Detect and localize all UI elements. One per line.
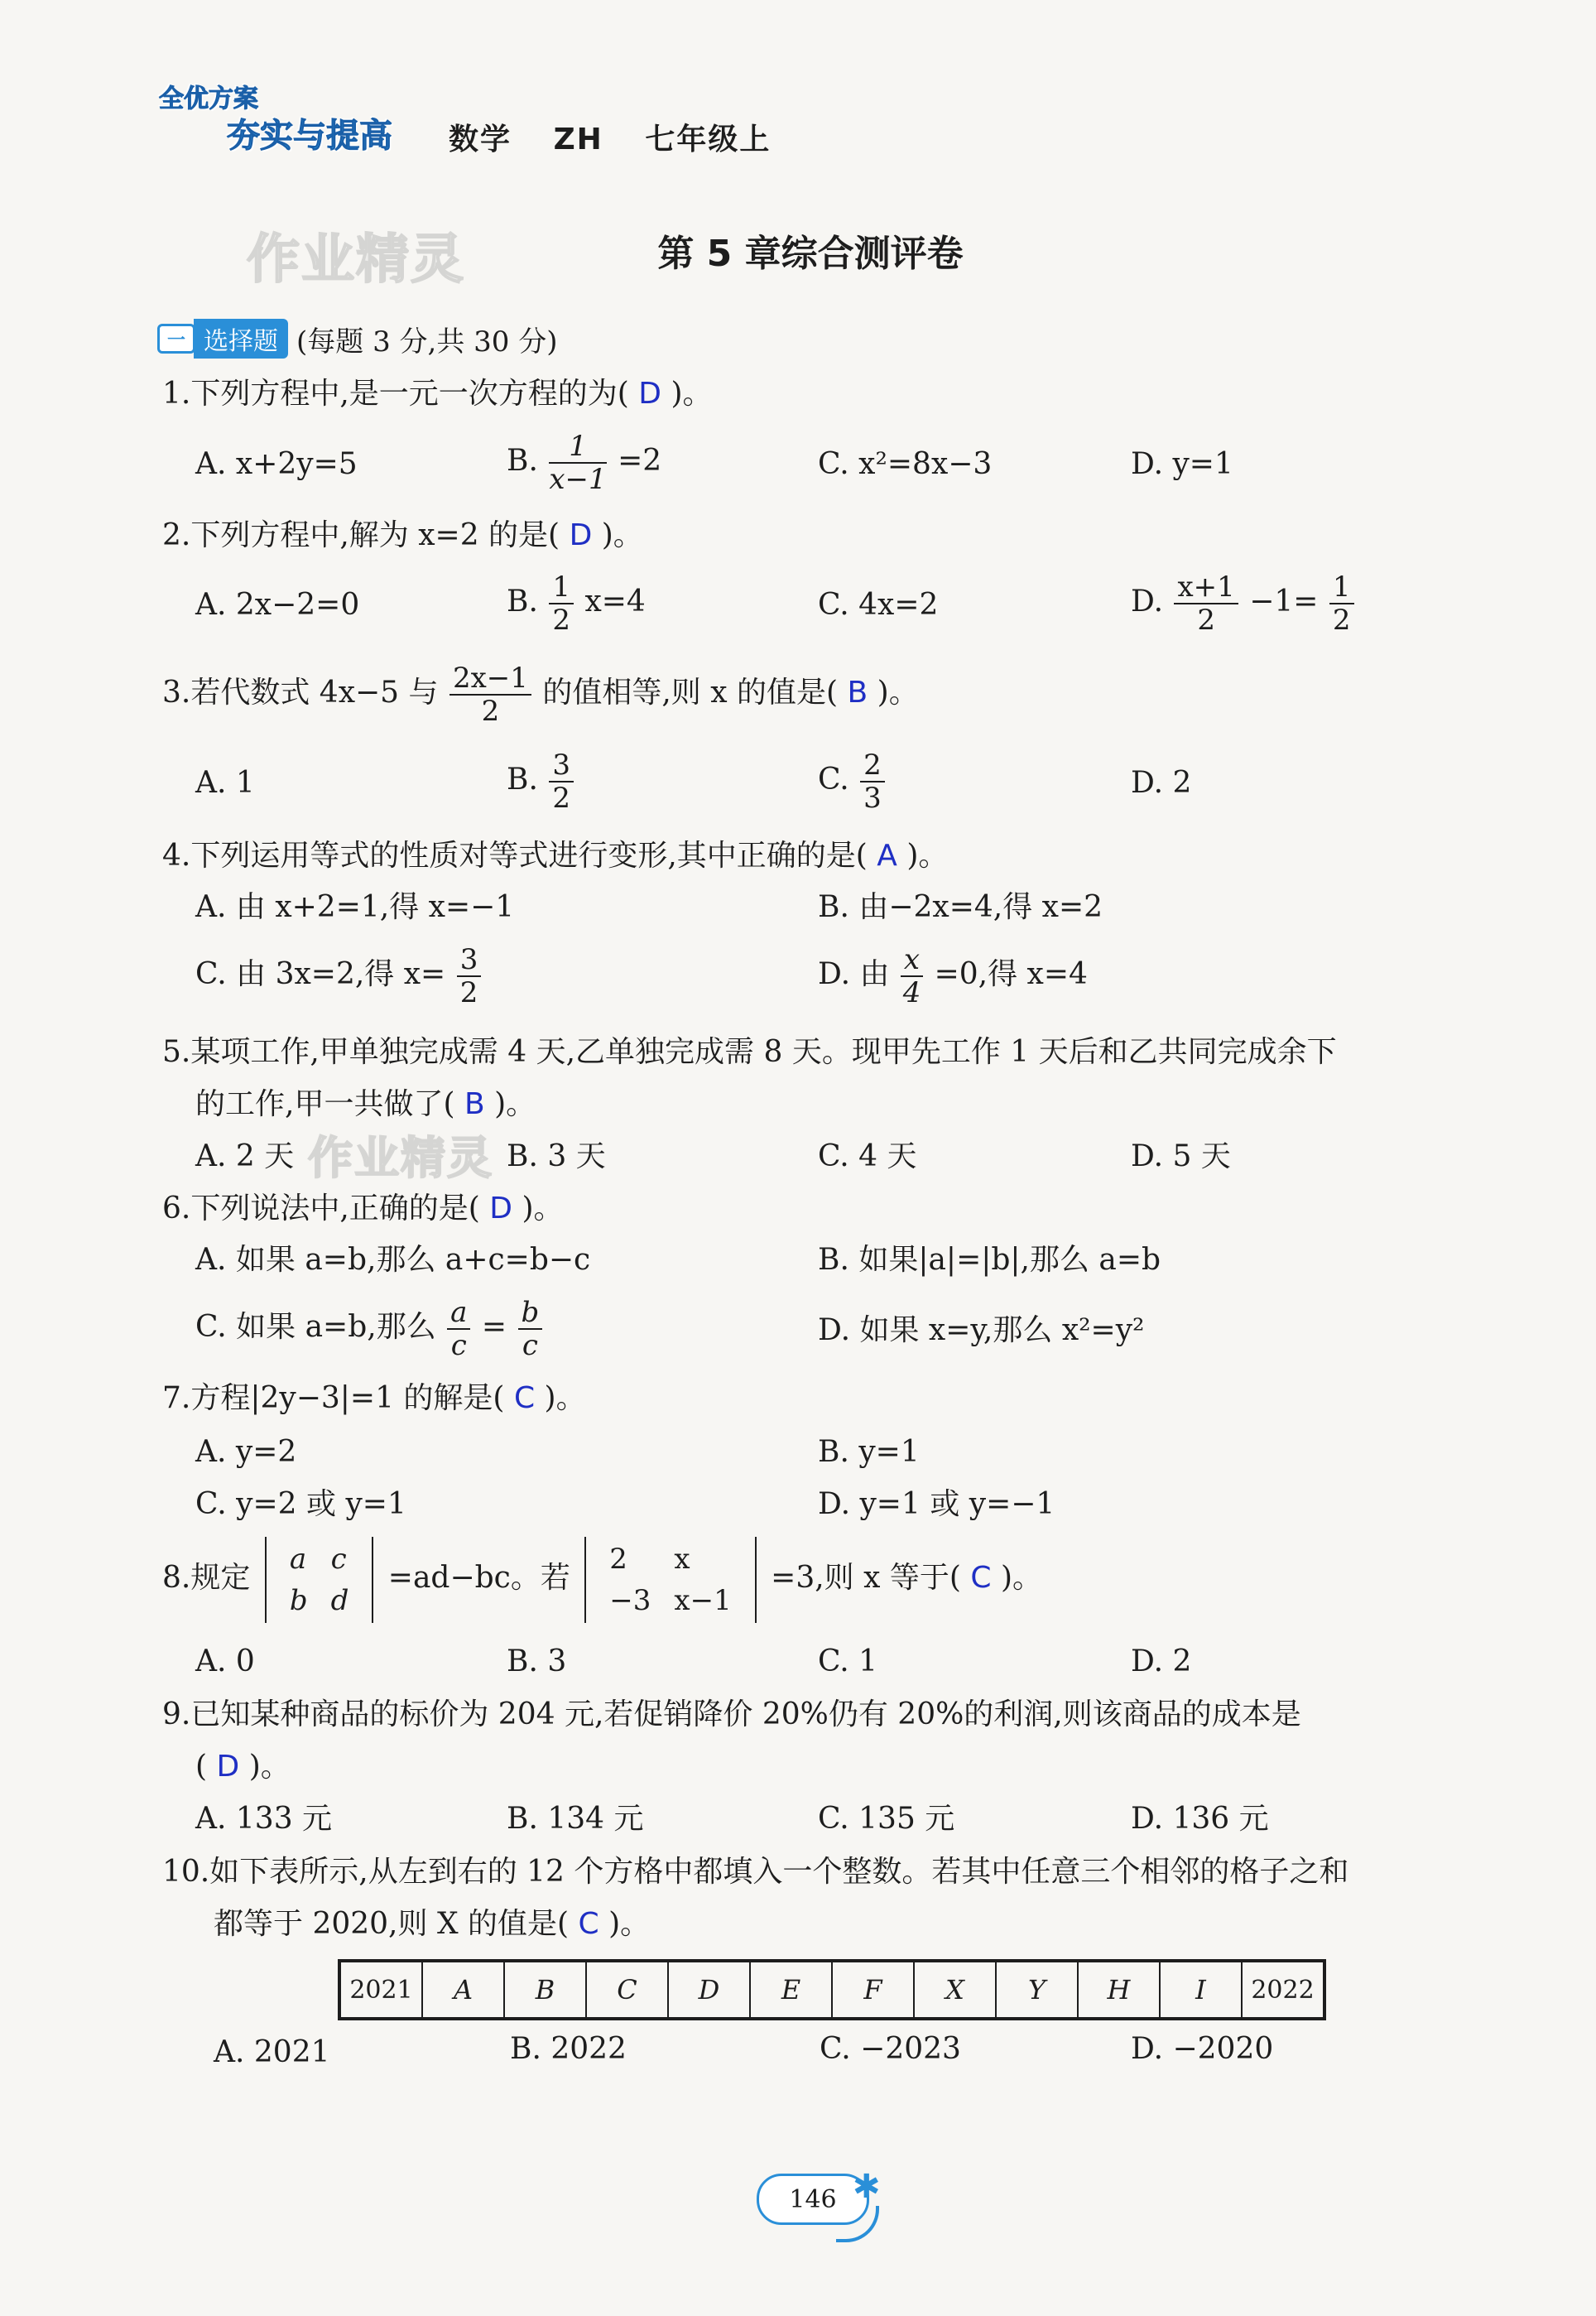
number-grid xyxy=(338,1959,1326,2020)
denominator: 2 xyxy=(552,604,570,637)
option-b: B. 3 天 xyxy=(507,1139,606,1173)
option-c xyxy=(195,1297,544,1361)
option-a: A. y=2 xyxy=(195,1435,297,1469)
option-label: B. xyxy=(507,585,538,619)
section-label: 选择题 xyxy=(194,319,288,359)
page-number: 146 xyxy=(757,2174,869,2225)
det-cell: b xyxy=(289,1584,308,1617)
det-cell: c xyxy=(330,1543,347,1576)
question-end: )。 xyxy=(601,518,643,552)
option-b: B. 由−2x=4,得 x=2 xyxy=(818,890,1103,924)
option-label: D. 由 xyxy=(818,957,890,991)
denominator: c xyxy=(450,1329,467,1362)
numerator: 3 xyxy=(457,944,482,977)
equals-sign: = xyxy=(481,1310,507,1344)
det-cell: d xyxy=(330,1584,349,1617)
question-3 xyxy=(162,662,919,727)
option-a: A. 133 元 xyxy=(195,1802,333,1836)
question-5-line-1: 5.某项工作,甲单独完成需 4 天,乙单独完成需 8 天。现甲先工作 1 天后和乙共同完成余下 xyxy=(162,1035,1337,1069)
answer-mark: D xyxy=(569,518,593,552)
option-b xyxy=(507,749,575,814)
grid-cell: A xyxy=(422,1961,504,2019)
fraction xyxy=(518,1297,543,1361)
option-a: A. 2021 xyxy=(214,2035,330,2069)
option-c: C. 4 天 xyxy=(818,1139,917,1173)
denominator: 2 xyxy=(552,782,570,815)
denominator: 2 xyxy=(459,976,478,1009)
answer-mark: A xyxy=(877,839,897,873)
option-a: A. x+2y=5 xyxy=(195,447,358,481)
question-stem: 6.下列说法中,正确的是( xyxy=(162,1192,480,1225)
option-rest: x=4 xyxy=(584,585,646,619)
option-d: D. 2 xyxy=(1131,1644,1192,1678)
question-6 xyxy=(162,1192,564,1226)
option-a: A. 如果 a=b,那么 a+c=b−c xyxy=(195,1243,591,1277)
option-d: D. −2020 xyxy=(1131,2032,1274,2066)
option-rest: −1= xyxy=(1249,585,1319,619)
numerator: b xyxy=(518,1297,543,1330)
question-end: )。 xyxy=(494,1087,536,1121)
fraction xyxy=(1329,571,1354,636)
question-5-line-2 xyxy=(195,1087,536,1122)
denominator: c xyxy=(522,1329,538,1362)
fraction xyxy=(549,571,574,636)
option-a: A. 0 xyxy=(195,1644,255,1678)
watermark-mid: 作业精灵 xyxy=(308,1132,493,1184)
page-title: 第 5 章综合测评卷 xyxy=(657,233,964,275)
option-label: B. xyxy=(507,763,538,797)
fraction xyxy=(1174,571,1238,636)
fraction xyxy=(549,431,606,495)
fraction xyxy=(457,944,482,1009)
logo-line-2: 夯实与提高 xyxy=(227,117,392,155)
answer-mark: C xyxy=(578,1907,599,1941)
grid-cell: X xyxy=(914,1961,996,2019)
numerator: 2x−1 xyxy=(449,662,531,696)
fraction xyxy=(447,1297,470,1361)
edition: ZH xyxy=(553,123,603,156)
numerator: 1 xyxy=(1329,571,1354,604)
numerator: a xyxy=(447,1297,470,1330)
watermark-top: 作业精灵 xyxy=(247,229,465,291)
det-cell: x xyxy=(674,1543,690,1576)
det-cell: −3 xyxy=(609,1584,651,1617)
option-label: C. 由 3x=2,得 x= xyxy=(195,957,446,991)
question-10-line-1: 10.如下表所示,从左到右的 12 个方格中都填入一个整数。若其中任意三个相邻的格子之和 xyxy=(162,1855,1349,1889)
question-stem: 4.下列运用等式的性质对等式进行变形,其中正确的是( xyxy=(162,839,868,873)
question-stem: 7.方程|2y−3|=1 的解是( xyxy=(162,1381,505,1415)
option-d: D. 136 元 xyxy=(1131,1802,1269,1836)
option-d: D. y=1 或 y=−1 xyxy=(818,1487,1055,1521)
question-4 xyxy=(162,839,948,874)
answer-mark: D xyxy=(489,1192,513,1225)
fraction xyxy=(860,749,885,814)
option-d xyxy=(818,944,1088,1009)
grid-cell: Y xyxy=(996,1961,1078,2019)
det-cell: a xyxy=(289,1543,307,1576)
question-stem: =ad−bc。若 xyxy=(387,1561,570,1595)
option-d: D. 如果 x=y,那么 x²=y² xyxy=(818,1313,1145,1347)
grid-cell: 2022 xyxy=(1242,1961,1324,2019)
answer-mark: B xyxy=(464,1087,485,1121)
answer-mark: C xyxy=(513,1381,536,1415)
grade: 七年级上 xyxy=(645,123,772,156)
fraction xyxy=(549,749,574,814)
section-note: (每题 3 分,共 30 分) xyxy=(296,325,558,359)
denominator: 2 xyxy=(481,695,500,728)
question-2 xyxy=(162,518,643,553)
question-end: )。 xyxy=(877,676,919,710)
question-end: )。 xyxy=(522,1192,564,1225)
denominator: x−1 xyxy=(549,463,607,496)
fraction xyxy=(449,662,531,727)
section-heading xyxy=(157,323,558,359)
option-d xyxy=(1131,571,1356,636)
question-stem: 1.下列方程中,是一元一次方程的为( xyxy=(162,377,629,411)
question-9-line-1: 9.已知某种商品的标价为 204 元,若促销降价 20%仍有 20%的利润,则该商品的成本是 xyxy=(162,1697,1301,1731)
question-stem: 2.下列方程中,解为 x=2 的是( xyxy=(162,518,560,552)
option-d: D. 5 天 xyxy=(1131,1139,1231,1173)
option-b: B. 如果|a|=|b|,那么 a=b xyxy=(818,1243,1161,1277)
option-c xyxy=(818,749,887,814)
numerator: x xyxy=(901,944,923,977)
determinant-definition xyxy=(265,1537,374,1623)
numerator: 2 xyxy=(860,749,885,782)
option-c: C. y=2 或 y=1 xyxy=(195,1487,406,1521)
question-10-line-2 xyxy=(214,1907,650,1942)
answer-mark: B xyxy=(847,676,868,710)
question-7 xyxy=(162,1381,586,1416)
denominator: 2 xyxy=(1332,604,1351,637)
header-subtitle xyxy=(449,116,771,158)
question-1 xyxy=(162,377,713,412)
option-rest: =0,得 x=4 xyxy=(934,957,1088,991)
subject: 数学 xyxy=(449,123,512,156)
denominator: 4 xyxy=(902,976,921,1009)
option-label: B. xyxy=(507,444,538,478)
grid-cell: C xyxy=(586,1961,668,2019)
question-stem: ( xyxy=(195,1750,208,1784)
option-c: C. x²=8x−3 xyxy=(818,447,993,481)
question-stem: 的工作,甲一共做了( xyxy=(195,1087,455,1121)
det-cell: 2 xyxy=(609,1543,627,1576)
option-c: C. 135 元 xyxy=(818,1802,955,1836)
question-end: )。 xyxy=(1000,1561,1043,1595)
question-stem: 8.规定 xyxy=(162,1561,251,1595)
question-end: )。 xyxy=(248,1750,291,1784)
option-b xyxy=(507,431,661,495)
question-stem: 的值相等,则 x 的值是( xyxy=(542,676,839,710)
grid-cell: 2021 xyxy=(339,1961,422,2019)
denominator: 3 xyxy=(863,782,882,815)
answer-mark: D xyxy=(216,1750,240,1784)
option-a: A. 2 天 xyxy=(195,1139,295,1173)
option-a: A. 由 x+2=1,得 x=−1 xyxy=(195,890,515,924)
option-a: A. 2x−2=0 xyxy=(195,588,360,622)
option-b: B. 134 元 xyxy=(507,1802,644,1836)
question-end: )。 xyxy=(906,839,949,873)
option-d: D. y=1 xyxy=(1131,447,1233,481)
grid-cell: H xyxy=(1078,1961,1160,2019)
grid-cell: D xyxy=(668,1961,750,2019)
question-9-line-2 xyxy=(195,1750,291,1784)
question-stem: 3.若代数式 4x−5 与 xyxy=(162,676,439,710)
option-c: C. 4x=2 xyxy=(818,588,939,622)
question-end: )。 xyxy=(608,1907,651,1941)
option-b xyxy=(507,571,646,636)
answer-mark: D xyxy=(638,377,662,411)
numerator: x+1 xyxy=(1174,571,1238,604)
option-c: C. −2023 xyxy=(820,2032,961,2066)
option-rest: =2 xyxy=(618,444,662,478)
answer-mark: C xyxy=(970,1561,992,1595)
fraction xyxy=(901,944,923,1009)
option-b: B. 3 xyxy=(507,1644,567,1678)
question-stem: =3,则 x 等于( xyxy=(771,1561,961,1595)
option-c xyxy=(195,944,483,1009)
question-stem: 都等于 2020,则 X 的值是( xyxy=(214,1907,570,1941)
section-number: 一 xyxy=(157,324,195,354)
option-b: B. y=1 xyxy=(818,1435,920,1469)
grid-cell: I xyxy=(1160,1961,1242,2019)
question-end: )。 xyxy=(544,1381,586,1415)
numerator: 1 xyxy=(549,431,606,464)
option-a: A. 1 xyxy=(195,766,255,800)
grid-cell: F xyxy=(832,1961,914,2019)
numerator: 1 xyxy=(549,571,574,604)
option-b: B. 2022 xyxy=(510,2032,627,2066)
option-d: D. 2 xyxy=(1131,766,1192,800)
det-cell: x−1 xyxy=(674,1584,732,1617)
option-label: C. xyxy=(818,763,849,797)
denominator: 2 xyxy=(1197,604,1215,637)
series-logo xyxy=(151,73,414,164)
determinant-given xyxy=(584,1537,756,1623)
option-label: D. xyxy=(1131,585,1164,619)
question-8 xyxy=(162,1537,1042,1623)
option-c: C. 1 xyxy=(818,1644,878,1678)
grid-cell: B xyxy=(504,1961,586,2019)
option-label: C. 如果 a=b,那么 xyxy=(195,1310,436,1344)
logo-line-1: 全优方案 xyxy=(159,84,258,113)
grid-cell: E xyxy=(750,1961,832,2019)
numerator: 3 xyxy=(549,749,574,782)
question-end: )。 xyxy=(671,377,713,411)
palm-tree-icon: ✱ xyxy=(853,2168,881,2206)
